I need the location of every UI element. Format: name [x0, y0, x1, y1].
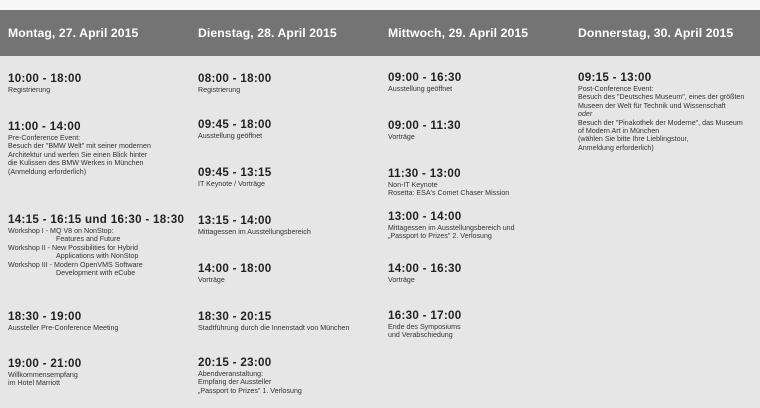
- event-time: 09:00 - 16:30: [388, 71, 462, 84]
- event-time: 11:30 - 13:00: [388, 167, 461, 180]
- event-time: 19:00 - 21:00: [8, 357, 82, 370]
- event-description: Ende des Symposiums und Verabschiedung: [388, 323, 461, 340]
- event-time: 16:30 - 17:00: [388, 309, 462, 322]
- event-time: 20:15 - 23:00: [198, 356, 272, 369]
- schedule-event: [198, 356, 302, 395]
- event-time: 09:00 - 11:30: [388, 119, 461, 132]
- schedule-event: [198, 118, 272, 140]
- event-description: Abendveranstaltung: Empfang der Aussteller „Passport to Prizes" 1. Verlosung: [198, 370, 302, 395]
- event-time: 18:30 - 20:15: [198, 310, 272, 323]
- schedule-event: [198, 214, 311, 236]
- event-description: Mittagessen im Ausstellungsbereich: [198, 228, 311, 236]
- event-time: 18:30 - 19:00: [8, 310, 82, 323]
- event-time: 13:15 - 14:00: [198, 214, 272, 227]
- day-header-wednesday: Mittwoch, 29. April 2015: [388, 26, 529, 40]
- event-description: Vorträge: [388, 276, 415, 284]
- schedule-event: [198, 310, 349, 332]
- schedule-header: [0, 10, 760, 56]
- schedule-event: [8, 357, 82, 388]
- event-description: Aussteller Pre-Conference Meeting: [8, 324, 119, 332]
- schedule-event: [578, 71, 744, 152]
- event-time: 14:00 - 16:30: [388, 262, 462, 275]
- schedule-event: [198, 72, 272, 94]
- event-time: 11:00 - 14:00: [8, 120, 81, 133]
- event-description: Pre-Conference Event: Besuch der "BMW Welt" mit seiner modernen Architektur und werfen Sie einen Blick hinter die Kulissen des BMW Werkes in München (Anmeldung erforderlich): [8, 134, 151, 176]
- day-header-thursday: Donnerstag, 30. April 2015: [578, 26, 734, 40]
- event-time: 14:15 - 16:15 und 16:30 - 18:30: [8, 213, 185, 226]
- schedule-event: [8, 213, 184, 277]
- event-description: IT Keynote / Vorträge: [198, 180, 265, 188]
- event-description: Stadtführung durch die Innenstadt von München: [198, 324, 350, 332]
- schedule-event: [198, 166, 272, 188]
- event-description: Vorträge: [388, 133, 415, 141]
- event-time: 09:45 - 13:15: [198, 166, 272, 179]
- event-description: Mittagessen im Ausstellungsbereich und „Passport to Prizes" 2. Verlosung: [388, 224, 515, 241]
- event-description: Willkommensempfang im Hotel Marriott: [8, 371, 78, 388]
- event-description: Non-IT Keynote Rosetta: ESA's Comet Chaser Mission: [388, 181, 510, 198]
- event-time: 08:00 - 18:00: [198, 72, 272, 85]
- schedule-event: [388, 71, 462, 93]
- day-header-monday: Montag, 27. April 2015: [8, 26, 139, 40]
- schedule-event: [8, 72, 82, 94]
- schedule-event: [388, 262, 462, 284]
- schedule-event: [388, 210, 515, 241]
- event-description: Registrierung: [198, 86, 241, 94]
- top-strip: [0, 0, 760, 10]
- event-time: 09:15 - 13:00: [578, 71, 652, 84]
- event-description: Ausstellung geöffnet: [198, 132, 263, 140]
- event-time: 09:45 - 18:00: [198, 118, 272, 131]
- schedule-event: [388, 167, 509, 198]
- event-description: Vorträge: [198, 276, 225, 284]
- event-description: Registrierung: [8, 86, 51, 94]
- schedule-event: [388, 119, 461, 141]
- event-description: Post-Conference Event: Besuch des "Deutsches Museum", eines der größten Museen der Welt für Technik und Wissenschaft oder Besuch der "Pinakothek der Moderne", das Museum of Modern Art in München (wählen Sie bitte Ihre Lieblingstour, Anmeldung erforderlich): [578, 85, 745, 152]
- event-description: Workshop I - MQ V8 on NonStop: Features and Future Workshop II - New Possibilities for Hybrid Applications with NonStop Workshop III - Modern OpenVMS Software Development with eCube: [8, 227, 143, 278]
- day-header-tuesday: Dienstag, 28. April 2015: [198, 26, 337, 40]
- schedule-event: [8, 120, 151, 176]
- event-description: Ausstellung geöffnet: [388, 85, 453, 93]
- event-time: 13:00 - 14:00: [388, 210, 462, 223]
- schedule-event: [8, 310, 118, 332]
- schedule-event: [388, 309, 462, 340]
- event-time: 14:00 - 18:00: [198, 262, 272, 275]
- schedule-event: [198, 262, 272, 284]
- event-time: 10:00 - 18:00: [8, 72, 82, 85]
